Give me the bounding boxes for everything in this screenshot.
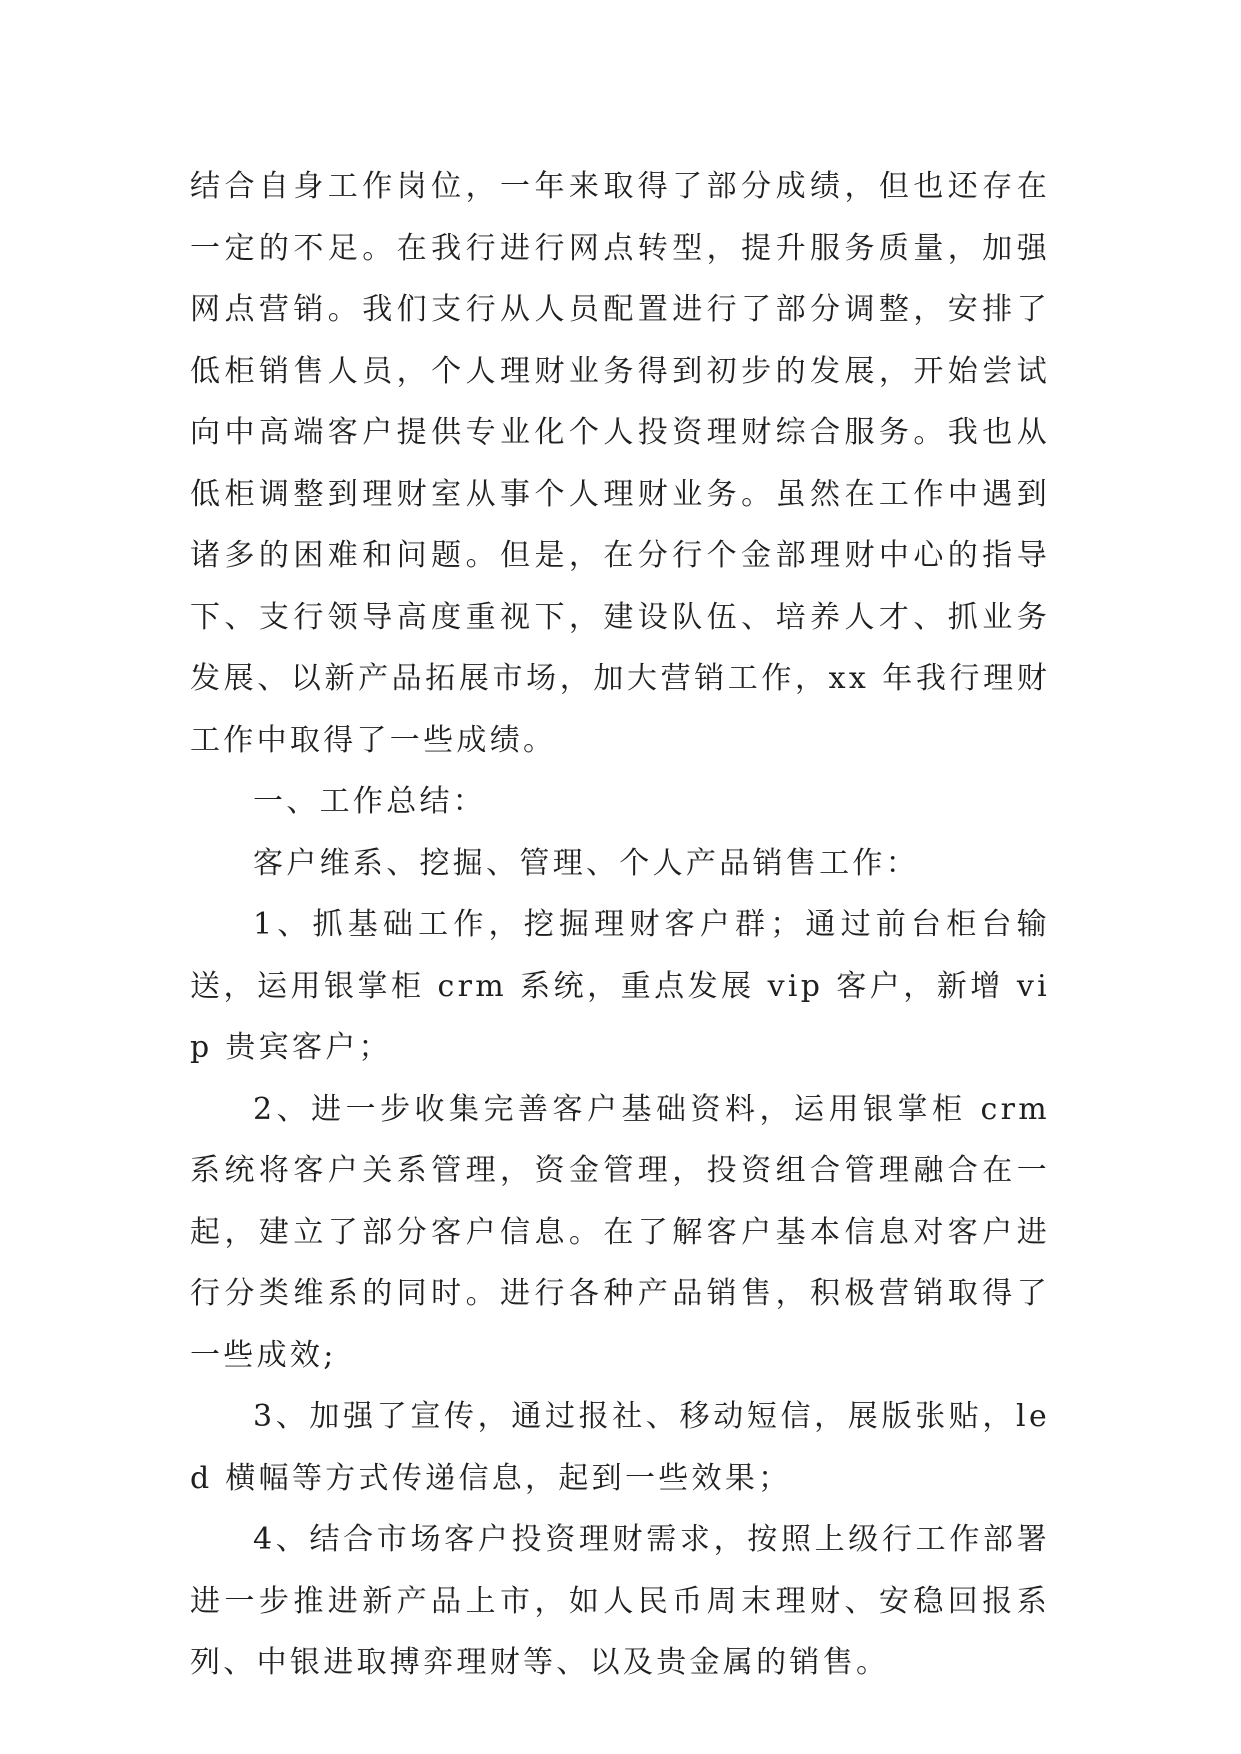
list-item-3: 3、加强了宣传，通过报社、移动短信，展版张贴，led 横幅等方式传递信息，起到一些效果； (190, 1399, 1050, 1496)
subsection-heading: 客户维系、挖掘、管理、个人产品销售工作： (253, 845, 919, 881)
document-body (190, 156, 1050, 1694)
list-item-2: 2、进一步收集完善客户基础资料，运用银掌柜 crm 系统将客户关系管理，资金管理，投资组合管理融合在一起，建立了部分客户信息。在了解客户基本信息对客户进行分类维系的同时。进行各种产品销售，积极营销取得了一些成效; (190, 1091, 1050, 1373)
section-heading: 一、工作总结： (253, 784, 487, 819)
intro-paragraph: 结合自身工作岗位，一年来取得了部分成绩，但也还存在一定的不足。在我行进行网点转型，提升服务质量，加强网点营销。我们支行从人员配置进行了部分调整，安排了低柜销售人员，个人理财业务得到初步的发展，开始尝试向中高端客户提供专业化个人投资理财综合服务。我也从低柜调整到理财室从事个人理财业务。虽然在工作中遇到诸多的困难和问题。但是，在分行个金部理财中心的指导下、支行领导高度重视下，建设队伍、培养人才、抓业务发展、以新产品拓展市场，加大营销工作，xx 年我行理财工作中取得了一些成绩。 (190, 169, 1050, 758)
list-item-1: 1、抓基础工作，挖掘理财客户群；通过前台柜台输送，运用银掌柜 crm 系统，重点发展 vip 客户，新增 vip 贵宾客户； (190, 907, 1050, 1065)
list-item-4: 4、结合市场客户投资理财需求，按照上级行工作部署进一步推进新产品上市，如人民币周末理财、安稳回报系列、中银进取搏弈理财等、以及贵金属的销售。 (190, 1522, 1050, 1680)
